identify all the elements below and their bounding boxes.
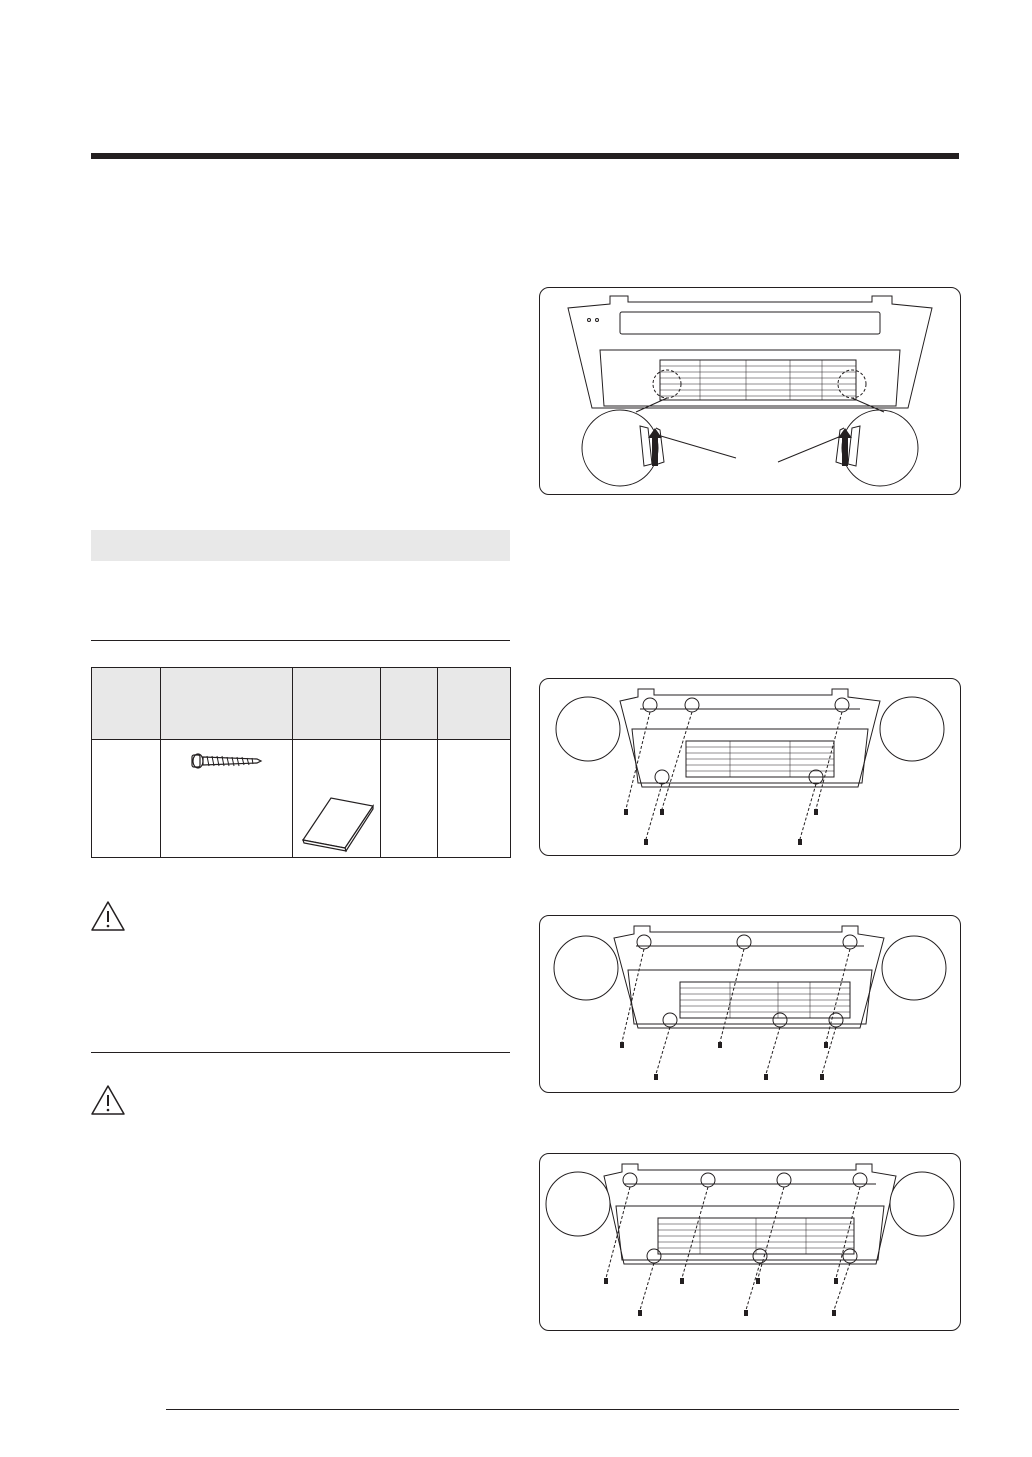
figure-filter-removal	[539, 287, 961, 495]
figure-screws-medium-unit	[539, 915, 961, 1093]
indoor-unit-illustration	[540, 1154, 960, 1330]
table-cell-manual	[293, 740, 381, 858]
table-header-cell	[438, 668, 511, 740]
divider	[91, 640, 510, 641]
table-header-cell	[293, 668, 381, 740]
table-header-cell	[92, 668, 161, 740]
table-cell	[92, 740, 161, 858]
table-row	[92, 740, 511, 858]
warning-triangle-icon	[90, 900, 126, 932]
warning-triangle-icon	[90, 1084, 126, 1116]
table-header-cell	[161, 668, 293, 740]
table-header-row	[92, 668, 511, 740]
table-header-cell	[381, 668, 438, 740]
table-cell	[438, 740, 511, 858]
manual-booklet-icon	[293, 784, 381, 854]
section-heading-bar	[91, 530, 510, 561]
figure-screws-small-unit	[539, 678, 961, 856]
table-cell	[381, 740, 438, 858]
indoor-unit-illustration	[540, 288, 960, 494]
footer-rule	[166, 1409, 959, 1410]
figure-screws-large-unit	[539, 1153, 961, 1331]
header-rule	[91, 153, 959, 159]
screw-icon	[161, 740, 293, 800]
indoor-unit-illustration	[540, 679, 960, 855]
indoor-unit-illustration	[540, 916, 960, 1092]
divider	[91, 1052, 510, 1053]
table-cell-screw	[161, 740, 293, 858]
parts-table	[91, 667, 511, 858]
